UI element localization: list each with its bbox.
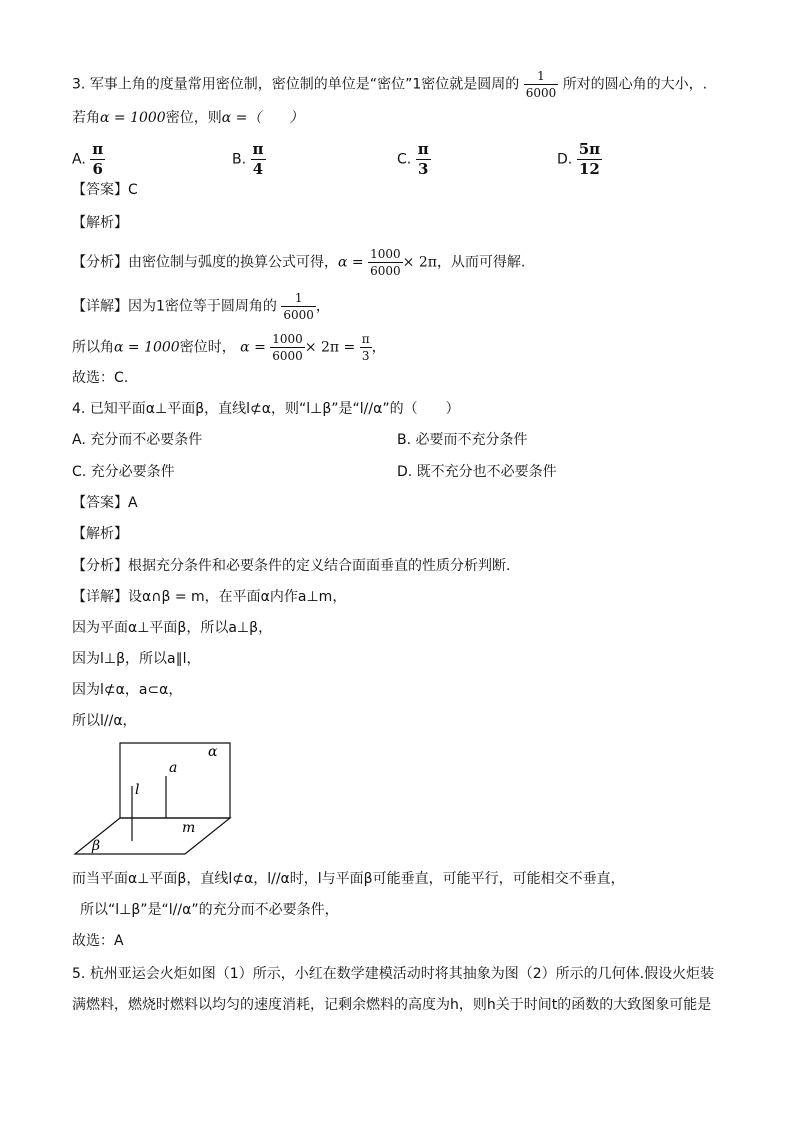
label-l: l xyxy=(135,782,140,798)
q4-figure-planes xyxy=(72,740,247,860)
q4-answer-value: A xyxy=(128,495,138,511)
q3-option-b xyxy=(232,142,266,177)
q4-option-b-text: 必要而不充分条件 xyxy=(415,432,528,448)
q3-line2-c: α =（ ） xyxy=(221,110,304,126)
label-m: m xyxy=(182,820,196,836)
q4-after-1: 而当平面α⊥平面β，直线l⊄α，l//α时，l与平面β可能垂直，可能平行，可能相交不垂直， xyxy=(72,871,625,887)
q3-frac-den: 6000 xyxy=(525,86,557,100)
q3-so-num1: 1000 xyxy=(272,332,303,346)
q3-so-num2: π xyxy=(361,332,370,346)
q3-stem-line1 xyxy=(72,70,707,99)
q4-analysis-tag: 【解析】 xyxy=(72,526,128,542)
q4-after-2: 所以“l⊥β”是“l//α”的充分而不必要条件， xyxy=(80,902,339,918)
q4-step-2: 因为平面α⊥平面β，所以a⊥β， xyxy=(72,620,273,636)
q3-answer xyxy=(72,180,138,200)
q3-xiangjie-den: 6000 xyxy=(283,308,314,322)
label-a: a xyxy=(169,760,178,776)
q3-option-b-num: π xyxy=(252,140,264,158)
q3-option-d xyxy=(557,142,602,177)
q3-line2-b: 密位，则 xyxy=(165,110,222,126)
q3-so-fraction-2 xyxy=(360,333,372,362)
q4-option-d-text: 既不充分也不必要条件 xyxy=(416,464,557,480)
q4-step-5: 所以l//α， xyxy=(72,713,137,729)
q4-option-b xyxy=(397,430,528,450)
q4-option-a-text: 充分而不必要条件 xyxy=(90,432,203,448)
q3-option-c-den: 3 xyxy=(416,159,431,177)
q3-answer-value: C xyxy=(128,182,138,198)
q3-option-d-num: 5π xyxy=(578,140,601,158)
q4-number: 4. xyxy=(72,401,86,417)
q3-xiangjie-fraction xyxy=(281,292,316,321)
q5-number: 5. xyxy=(72,966,86,982)
q3-line2-math: α = 1000 xyxy=(100,110,166,126)
q3-number: 3. xyxy=(72,76,86,93)
q3-option-a-num: π xyxy=(92,140,104,158)
q3-fenxi-fraction xyxy=(368,248,403,277)
q3-so-fraction-1 xyxy=(270,333,305,362)
q3-xiangjie xyxy=(72,292,330,321)
q4-fenxi-tag: 【分析】 xyxy=(72,558,128,574)
q3-line2-a: 若角 xyxy=(72,110,100,126)
q4-fenxi-text: 根据充分条件和必要条件的定义结合面面垂直的性质分析判断. xyxy=(128,558,511,574)
q4-option-a-label: A. xyxy=(72,432,86,448)
q3-so-den2: 3 xyxy=(360,347,372,362)
q3-option-a-fraction xyxy=(90,142,105,177)
q5-line1 xyxy=(72,964,714,984)
q4-step-1 xyxy=(72,587,346,607)
q4-answer-tag: 【答案】 xyxy=(72,495,128,511)
q3-xiangjie-tag: 【详解】 xyxy=(72,298,128,315)
q3-choose: 故选：C. xyxy=(72,370,129,386)
q3-xiangjie-num: 1 xyxy=(294,291,303,305)
q3-fenxi xyxy=(72,248,525,277)
q3-fenxi-tag: 【分析】 xyxy=(72,254,128,271)
label-beta: β xyxy=(92,838,101,854)
q3-frac-num: 1 xyxy=(537,69,545,83)
q3-option-a-label: A. xyxy=(72,151,86,168)
q4-option-c xyxy=(72,462,175,482)
q3-so-line xyxy=(72,333,386,362)
q3-option-c-fraction xyxy=(416,142,431,177)
q3-so-end: ， xyxy=(371,339,386,356)
q3-option-a-den: 6 xyxy=(90,159,105,177)
q3-option-d-fraction xyxy=(577,142,602,177)
q4-step-3: 因为l⊥β，所以a∥l， xyxy=(72,651,201,667)
q3-option-d-label: D. xyxy=(557,151,573,168)
q3-fenxi-num: 1000 xyxy=(370,247,401,261)
q3-stem-a: 军事上角的度量常用密位制，密位制的单位是“密位”1密位就是圆周的 xyxy=(89,76,520,93)
q3-fenxi-b: ，从而可得解. xyxy=(436,254,526,271)
q3-fenxi-lhs: α = xyxy=(338,254,364,271)
q3-fenxi-den: 6000 xyxy=(370,264,401,278)
q4-option-c-text: 充分必要条件 xyxy=(90,464,175,480)
q3-option-c xyxy=(397,142,431,177)
q4-xiangjie-tag: 【详解】 xyxy=(72,589,128,605)
q3-so-mid: × 2π = xyxy=(304,339,356,356)
q3-so-a: 所以角 xyxy=(72,339,114,356)
q4-option-d-label: D. xyxy=(397,464,413,480)
q3-option-b-fraction xyxy=(251,142,266,177)
q3-option-d-den: 12 xyxy=(577,159,602,177)
q4-option-a xyxy=(72,430,202,450)
q3-so-lhs: α = xyxy=(240,339,266,356)
q3-so-b: 密位时， xyxy=(179,339,236,356)
q4-step-1-text: 设α∩β = m，在平面α内作a⊥m， xyxy=(128,589,347,605)
q4-step-4: 因为l⊄α，a⊂α， xyxy=(72,682,183,698)
q3-xiangjie-a: 因为1密位等于圆周角的 xyxy=(128,298,277,315)
q4-option-d xyxy=(397,462,557,482)
q3-option-a xyxy=(72,142,105,177)
q4-option-b-label: B. xyxy=(397,432,412,448)
q4-answer xyxy=(72,493,138,513)
q4-option-c-label: C. xyxy=(72,464,87,480)
q3-analysis-tag: 【解析】 xyxy=(72,215,128,231)
q3-fenxi-rhs: × 2π xyxy=(402,254,437,271)
q4-stem-text: 已知平面α⊥平面β，直线l⊄α，则“l⊥β”是“l//α”的（ ） xyxy=(89,401,460,417)
q3-answer-tag: 【答案】 xyxy=(72,182,128,198)
q5-line1-text: 杭州亚运会火炬如图（1）所示，小红在数学建模活动时将其抽象为图（2）所示的几何体.假设火炬装 xyxy=(89,966,715,982)
q5-line2: 满燃料，燃烧时燃料以均匀的速度消耗，记剩余燃料的高度为h，则h关于时间t的函数的大致图象可能是 xyxy=(72,997,712,1013)
label-alpha: α xyxy=(208,744,218,760)
q3-so-math: α = 1000 xyxy=(114,339,180,356)
q4-stem xyxy=(72,399,460,419)
q3-fraction xyxy=(524,70,559,99)
q3-stem-line2 xyxy=(72,108,303,128)
q3-xiangjie-b: ， xyxy=(315,298,330,315)
q3-option-c-num: π xyxy=(417,140,429,158)
q3-option-b-den: 4 xyxy=(251,159,266,177)
q3-fenxi-a: 由密位制与弧度的换算公式可得， xyxy=(128,254,338,271)
q3-so-den1: 6000 xyxy=(272,349,303,363)
q4-fenxi xyxy=(72,556,510,576)
q3-stem-b: 所对的圆心角的大小，. xyxy=(562,76,708,93)
q3-option-c-label: C. xyxy=(397,151,412,168)
q4-choose: 故选：A xyxy=(72,933,124,949)
q3-option-b-label: B. xyxy=(232,151,247,168)
